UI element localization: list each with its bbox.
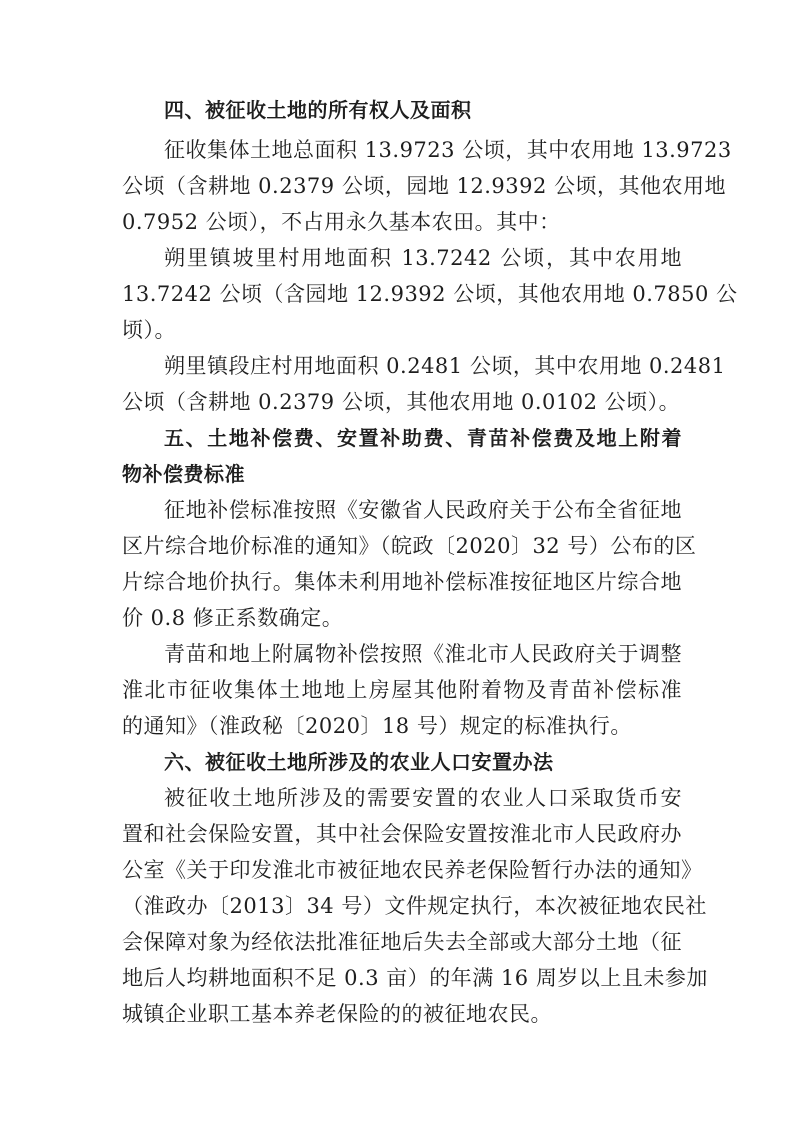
section-5-heading-line-2: 物补偿费标准: [122, 462, 245, 486]
section-5-paragraph-1-line-4: 价 0.8 修正系数确定。: [122, 606, 344, 630]
section-6-paragraph-1-line-3: 公室《关于印发淮北市被征地农民养老保险暂行办法的通知》: [122, 858, 703, 882]
section-6-paragraph-1-line-7: 城镇企业职工基本养老保险的的被征地农民。: [122, 1002, 552, 1026]
section-4-paragraph-1-line-2: 公顷（含耕地 0.2379 公顷，园地 12.9392 公顷，其他农用地: [122, 174, 727, 198]
section-5-paragraph-2-line-3: 的通知》（淮政秘〔2020〕18 号）规定的标准执行。: [122, 714, 632, 738]
section-6-paragraph-1-line-4: （淮政办〔2013〕34 号）文件规定执行，本次被征地农民社: [122, 894, 707, 918]
section-4-paragraph-2-line-3: 顷）。: [122, 318, 176, 342]
section-5-paragraph-2-line-2: 淮北市征收集体土地地上房屋其他附着物及青苗补偿标准: [122, 678, 682, 702]
section-4-paragraph-2-line-2: 13.7242 公顷（含园地 12.9392 公顷，其他农用地 0.7850 公: [122, 282, 738, 306]
section-4-paragraph-1-line-1: 征收集体土地总面积 13.9723 公顷，其中农用地 13.9723: [164, 138, 732, 162]
section-5-paragraph-2-line-1: 青苗和地上附属物补偿按照《淮北市人民政府关于调整: [164, 642, 682, 666]
section-4-paragraph-3-line-2: 公顷（含耕地 0.2379 公顷，其他农用地 0.0102 公顷）。: [122, 390, 681, 414]
section-4-paragraph-2-line-1: 朔里镇坡里村用地面积 13.7242 公顷，其中农用地: [164, 246, 682, 270]
section-5-paragraph-1-line-3: 片综合地价执行。集体未利用地补偿标准按征地区片综合地: [122, 570, 682, 594]
section-4-paragraph-3-line-1: 朔里镇段庄村用地面积 0.2481 公顷，其中农用地 0.2481: [164, 354, 726, 378]
section-6-paragraph-1-line-2: 置和社会保险安置，其中社会保险安置按淮北市人民政府办: [122, 822, 682, 846]
section-5-paragraph-1-line-1: 征地补偿标准按照《安徽省人民政府关于公布全省征地: [164, 498, 682, 522]
section-4-heading: 四、被征收土地的所有权人及面积: [164, 98, 472, 122]
section-5-paragraph-1-line-2: 区片综合地价标准的通知》（皖政〔2020〕32 号）公布的区: [122, 534, 697, 558]
section-5-heading-line-1: 五、土地补偿费、安置补助费、青苗补偿费及地上附着: [164, 426, 682, 450]
section-6-paragraph-1-line-6: 地后人均耕地面积不足 0.3 亩）的年满 16 周岁以上且未参加: [122, 966, 708, 990]
section-6-paragraph-1-line-5: 会保障对象为经依法批准征地后失去全部或大部分土地（征: [122, 930, 682, 954]
section-6-paragraph-1-line-1: 被征收土地所涉及的需要安置的农业人口采取货币安: [164, 786, 682, 810]
section-6-heading: 六、被征收土地所涉及的农业人口安置办法: [164, 750, 554, 774]
section-4-paragraph-1-line-3: 0.7952 公顷），不占用永久基本农田。其中：: [122, 210, 561, 234]
